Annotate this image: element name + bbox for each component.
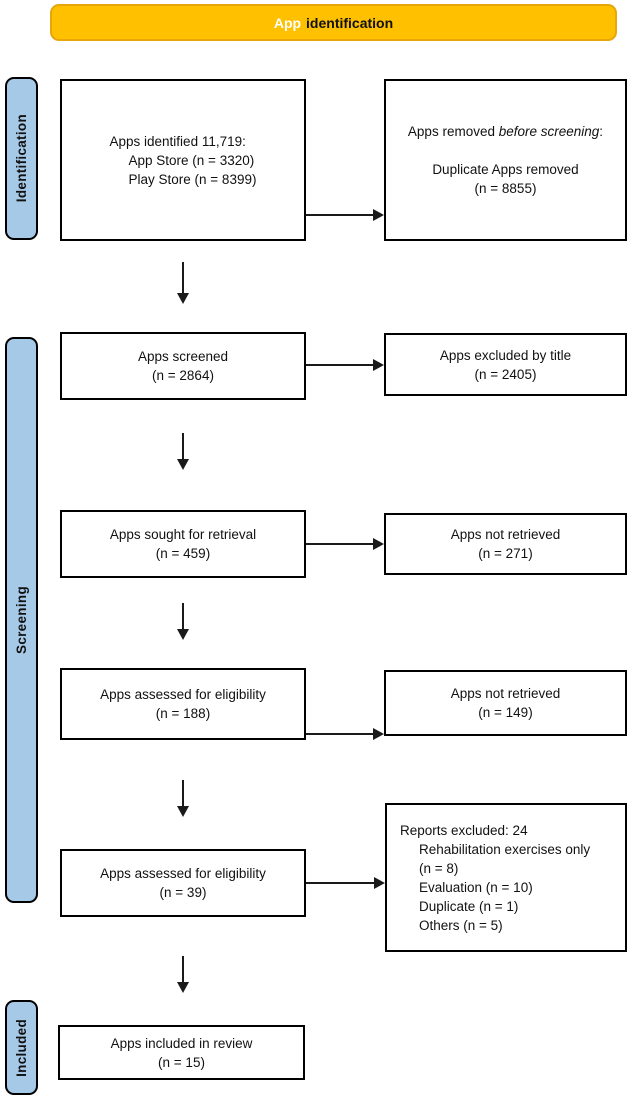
right-arrow-1-line — [306, 214, 373, 216]
apps-identified-line2: App Store (n = 3320) — [128, 152, 255, 168]
stage-screening-label: Screening — [14, 586, 29, 654]
down-arrow-3-line — [182, 603, 184, 629]
box-apps-not-retrieved-149-text — [451, 684, 561, 722]
apps-not-retrieved-149-line2: (n = 149) — [478, 705, 533, 720]
apps-included-line1: Apps included in review — [110, 1035, 253, 1051]
box-apps-removed — [384, 79, 627, 241]
right-arrow-2-line — [306, 364, 373, 366]
apps-identified-line1: Apps identified 11,719: — [109, 133, 246, 149]
box-apps-identified — [60, 79, 306, 241]
box-apps-excluded-by-title — [384, 333, 627, 396]
down-arrow-5-head-icon — [177, 982, 189, 993]
reports-excluded-line4: Evaluation (n = 10) — [419, 879, 533, 895]
right-arrow-4-line — [306, 733, 373, 735]
box-apps-excluded-by-title-text — [440, 346, 571, 384]
box-apps-included-text — [111, 1034, 253, 1072]
down-arrow-1-head-icon — [177, 293, 189, 304]
right-arrow-3-head-icon — [373, 538, 384, 550]
apps-removed-line1-pre: Apps removed — [407, 124, 499, 139]
apps-identified-line3: Play Store (n = 8399) — [128, 171, 257, 187]
box-reports-excluded-text — [387, 821, 625, 935]
reports-excluded-line5: Duplicate (n = 1) — [419, 898, 519, 914]
down-arrow-2-line — [182, 433, 184, 459]
down-arrow-3-head-icon — [177, 629, 189, 640]
box-apps-identified-text — [110, 132, 257, 189]
apps-removed-line1-post: : — [599, 124, 604, 139]
stage-identification-label: Identification — [14, 114, 29, 203]
apps-not-retrieved-271-line1: Apps not retrieved — [450, 527, 561, 542]
box-apps-included — [58, 1025, 305, 1080]
reports-excluded-line6: Others (n = 5) — [419, 917, 503, 933]
banner-prefix: App — [273, 14, 302, 31]
down-arrow-5-line — [182, 956, 184, 982]
right-arrow-5-head-icon — [374, 877, 385, 889]
apps-excluded-by-title-line1: Apps excluded by title — [439, 347, 572, 363]
reports-excluded-line2: Rehabilitation exercises only — [419, 841, 591, 857]
box-apps-not-retrieved-271-text — [451, 525, 561, 563]
box-apps-not-retrieved-271 — [384, 513, 627, 575]
down-arrow-1-line — [182, 262, 184, 293]
apps-sought-line1: Apps sought for retrieval — [109, 527, 257, 542]
box-apps-assessed-39-text — [100, 864, 266, 902]
apps-removed-line1 — [408, 122, 603, 141]
apps-included-line2: (n = 15) — [158, 1054, 205, 1070]
box-apps-screened-text — [138, 347, 228, 385]
box-apps-removed-text — [408, 122, 603, 198]
apps-assessed-188-line2: (n = 188) — [155, 706, 211, 721]
stage-identification — [5, 77, 38, 240]
box-reports-excluded — [385, 803, 627, 952]
apps-assessed-39-line2: (n = 39) — [159, 885, 207, 900]
box-apps-assessed-39 — [60, 849, 306, 917]
apps-screened-line2: (n = 2864) — [152, 368, 214, 383]
box-apps-assessed-188 — [60, 668, 306, 740]
apps-sought-line2: (n = 459) — [155, 546, 211, 561]
blank-line — [408, 141, 603, 160]
right-arrow-1-head-icon — [373, 209, 384, 221]
down-arrow-4-head-icon — [177, 806, 189, 817]
reports-excluded-line1: Reports excluded: 24 — [400, 822, 528, 838]
box-apps-screened — [60, 332, 306, 400]
right-arrow-3-line — [306, 543, 373, 545]
apps-removed-line3: (n = 8855) — [474, 181, 537, 196]
box-apps-sought-text — [110, 525, 256, 563]
apps-removed-line1-italic: before screening — [498, 124, 600, 139]
apps-excluded-by-title-line2: (n = 2405) — [474, 366, 537, 382]
box-apps-not-retrieved-149 — [384, 670, 627, 736]
reports-excluded-line3: (n = 8) — [419, 860, 459, 876]
stage-included-label: Included — [14, 1018, 29, 1077]
apps-screened-line1: Apps screened — [137, 349, 229, 364]
right-arrow-5-line — [306, 882, 374, 884]
box-apps-assessed-188-text — [100, 685, 266, 723]
stage-included — [5, 1000, 38, 1095]
stage-screening — [5, 337, 38, 903]
right-arrow-4-head-icon — [373, 728, 384, 740]
apps-assessed-188-line1: Apps assessed for eligibility — [100, 687, 266, 702]
banner-title: identification — [306, 14, 394, 31]
apps-assessed-39-line1: Apps assessed for eligibility — [100, 866, 266, 881]
apps-not-retrieved-271-line2: (n = 271) — [478, 546, 533, 561]
apps-removed-line2: Duplicate Apps removed — [432, 162, 579, 177]
down-arrow-4-line — [182, 780, 184, 806]
title-banner — [50, 4, 617, 41]
box-apps-sought — [60, 510, 306, 578]
apps-not-retrieved-149-line1: Apps not retrieved — [450, 686, 561, 701]
right-arrow-2-head-icon — [373, 359, 384, 371]
down-arrow-2-head-icon — [177, 459, 189, 470]
